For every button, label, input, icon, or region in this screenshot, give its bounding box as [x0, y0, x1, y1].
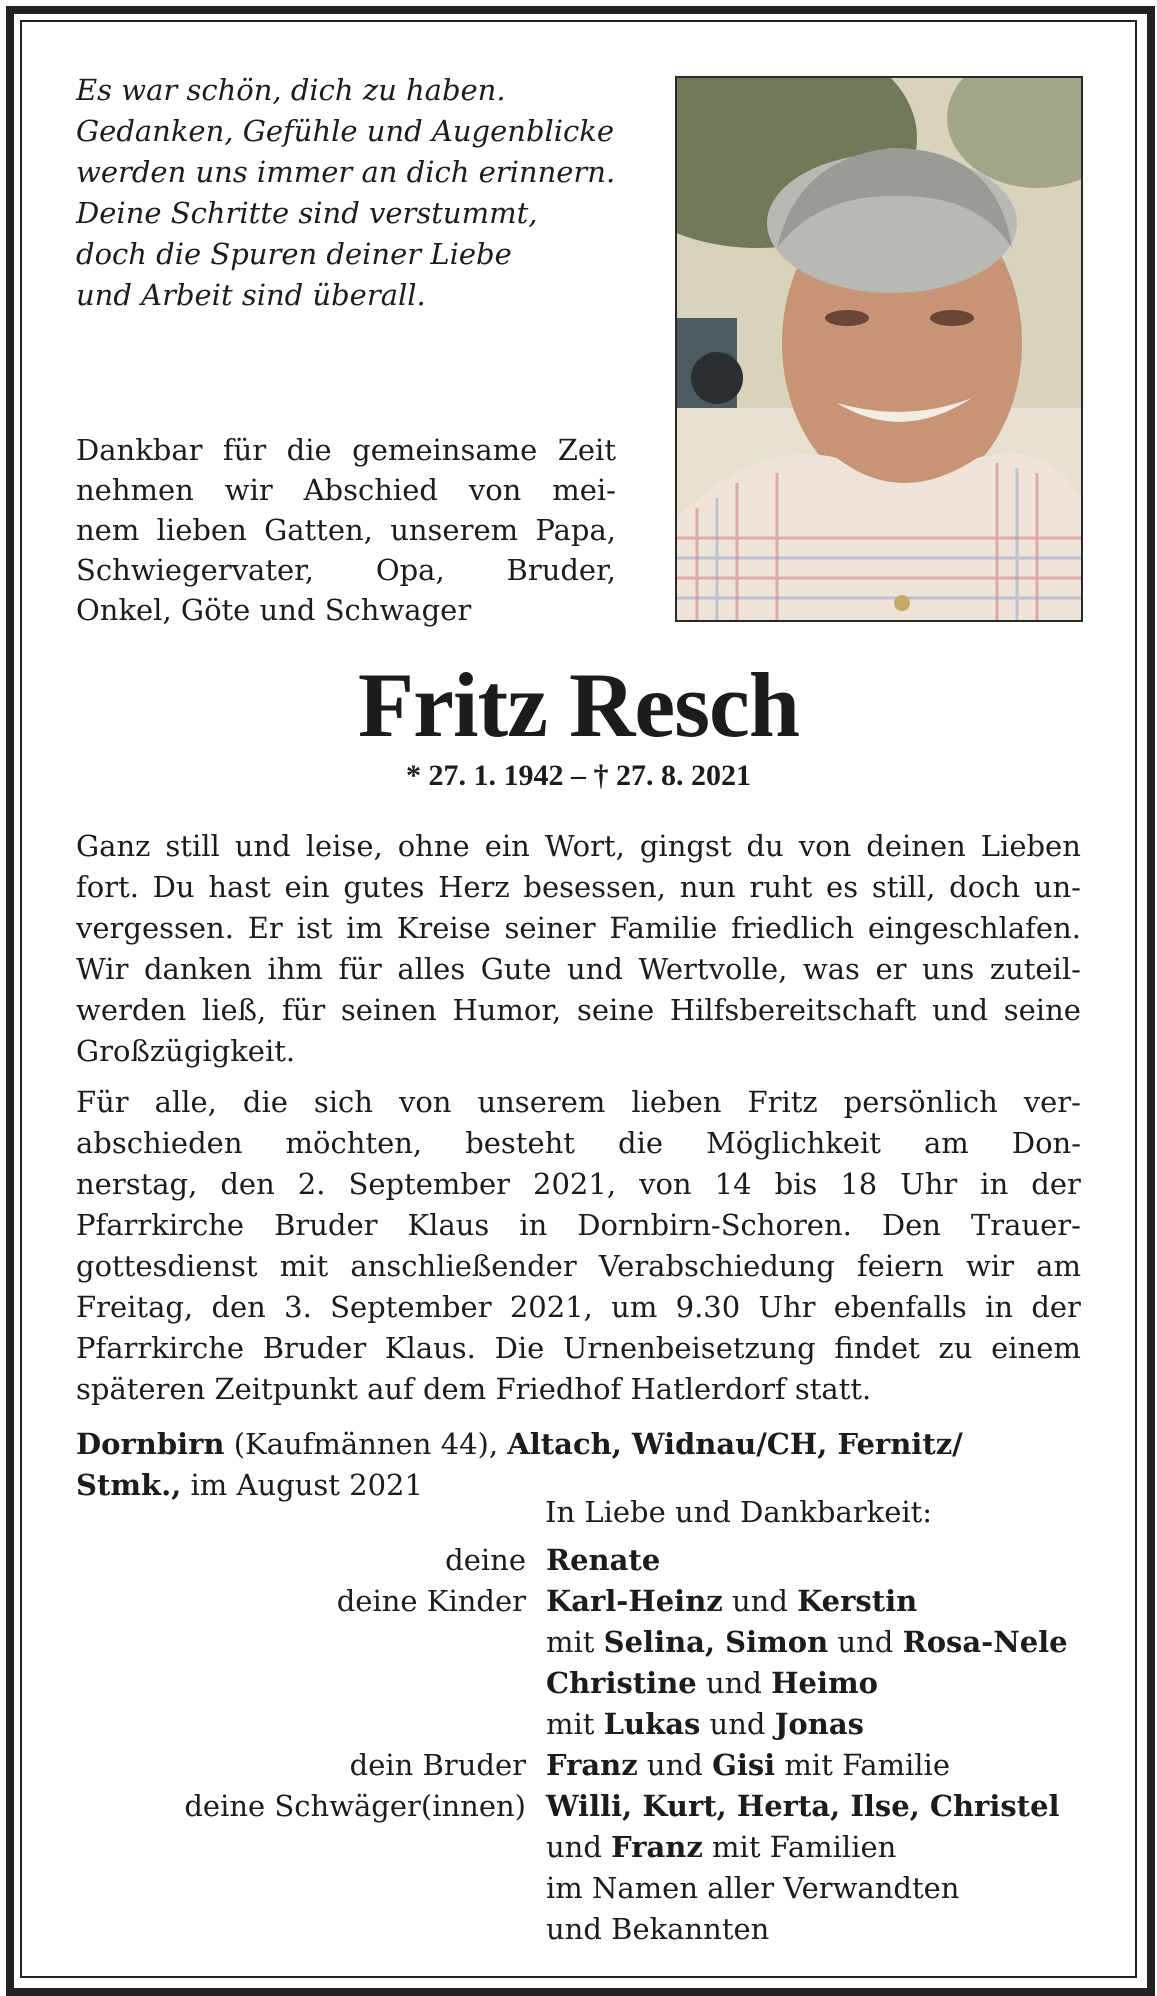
connector: und — [696, 1666, 772, 1700]
paragraph-line — [76, 826, 1081, 867]
word: hast — [208, 870, 271, 904]
word: Klaus — [407, 1208, 490, 1242]
connector: mit — [546, 1707, 604, 1741]
life-dates: * 27. 1. 1942 – † 27. 8. 2021 — [406, 759, 751, 792]
word: Trauer- — [970, 1208, 1081, 1242]
mourners-list — [76, 1540, 1086, 1950]
intro-line — [76, 430, 616, 470]
word: bis — [774, 1167, 818, 1201]
connector: im Namen aller Verwandten — [546, 1871, 960, 1905]
word: mit — [279, 1249, 329, 1283]
word: Schwiegervater, — [76, 553, 315, 587]
word: was — [802, 952, 860, 986]
word: September — [330, 1290, 492, 1324]
portrait-photo — [675, 76, 1083, 622]
mourner-row — [76, 1827, 1086, 1868]
closing-phrase: In Liebe und Dankbarkeit: — [545, 1495, 933, 1529]
paragraph-line — [76, 1164, 1081, 1205]
paragraph-line — [76, 1328, 1081, 1369]
word: wir — [224, 473, 273, 507]
mourner-name: Rosa-Nele — [902, 1625, 1068, 1659]
word: Hilfsbereitschaft — [669, 993, 917, 1027]
word: du — [746, 829, 784, 863]
word: für — [281, 993, 326, 1027]
word: Klaus. — [384, 1331, 476, 1365]
word: nem — [76, 513, 140, 547]
word: 3. — [284, 1290, 312, 1324]
paragraph-line — [76, 990, 1081, 1031]
connector: und — [700, 1707, 775, 1741]
word: gingst — [639, 829, 732, 863]
word: eingeschlafen. — [867, 911, 1081, 945]
word: gemeinsame — [352, 433, 538, 467]
word: ebenfalls — [833, 1290, 967, 1324]
word: für — [222, 433, 267, 467]
word: unserem — [477, 1085, 606, 1119]
paragraph-service-info — [76, 1082, 1081, 1410]
mourner-row — [76, 1704, 1086, 1745]
connector: und Bekannten — [546, 1912, 770, 1946]
word: anschließender — [350, 1249, 577, 1283]
poem — [76, 70, 636, 316]
word: Don- — [1011, 1126, 1081, 1160]
connector: und — [637, 1748, 713, 1782]
connector: und — [828, 1625, 903, 1659]
poem-line: Es war schön, dich zu haben. — [76, 73, 506, 107]
word: fort. — [76, 870, 139, 904]
word: uns — [922, 952, 975, 986]
word: den — [211, 1290, 266, 1324]
mourner-name: Jonas — [774, 1707, 864, 1741]
relation: dein Bruder — [349, 1748, 526, 1782]
word: Freitag, — [76, 1290, 194, 1324]
word: still — [165, 829, 220, 863]
word: Kreise — [396, 911, 491, 945]
word: Pfarrkirche — [76, 1331, 245, 1365]
word: am — [923, 1126, 969, 1160]
mourner-name: Selina, Simon — [603, 1625, 829, 1659]
word: der — [1031, 1290, 1081, 1324]
mourner-name: Kerstin — [797, 1584, 918, 1618]
word: findet — [834, 1331, 920, 1365]
word: abschieden — [76, 1126, 243, 1160]
word: Ganz — [76, 829, 151, 863]
word: alle, — [154, 1085, 217, 1119]
word: leise, — [305, 829, 383, 863]
word: es — [826, 870, 859, 904]
word: zu — [938, 1331, 973, 1365]
word: die — [618, 1126, 664, 1160]
mourner-row — [76, 1581, 1086, 1622]
deceased-name: Fritz Resch — [357, 654, 800, 756]
word: Gute — [480, 952, 552, 986]
relation: deine Schwäger(innen) — [184, 1789, 526, 1823]
mourner-row — [76, 1745, 1086, 1786]
poem-line: doch die Spuren deiner Liebe — [76, 237, 512, 271]
word: ist — [296, 911, 333, 945]
word: Urnenbeisetzung — [562, 1331, 816, 1365]
mourner-name: Heimo — [771, 1666, 879, 1700]
date: im August 2021 — [181, 1468, 423, 1502]
word: Uhr — [900, 1167, 958, 1201]
word: Wertvolle, — [638, 952, 788, 986]
word: alles — [397, 952, 466, 986]
paragraph-line — [76, 908, 1081, 949]
city: Dornbirn — [76, 1427, 225, 1461]
paragraph-line — [76, 949, 1081, 990]
word: Bruder — [262, 1331, 367, 1365]
word: den — [220, 1167, 275, 1201]
word: ver- — [1023, 1085, 1081, 1119]
connector: mit — [546, 1625, 604, 1659]
mourner-name: Renate — [546, 1543, 661, 1577]
poem-line: werden uns immer an dich erinnern. — [76, 155, 616, 189]
word: werden — [76, 993, 187, 1027]
mourner-name: Franz — [546, 1748, 638, 1782]
other-places: Altach, Widnau/CH, Fernitz/ — [507, 1427, 963, 1461]
word: nerstag, — [76, 1167, 198, 1201]
intro-line: Onkel, Göte und Schwager — [76, 593, 472, 627]
region: Stmk., — [76, 1468, 182, 1502]
word: Bruder, — [506, 553, 616, 587]
relation: deine Kinder — [336, 1584, 526, 1618]
word: zuteil- — [989, 952, 1081, 986]
word: un- — [1033, 870, 1081, 904]
word: friedlich — [731, 911, 855, 945]
word: der — [1031, 1167, 1081, 1201]
mourner-row — [76, 1622, 1086, 1663]
word: 18 — [840, 1167, 878, 1201]
word: Für — [76, 1085, 129, 1119]
word: Gatten, — [264, 513, 373, 547]
mourner-row — [76, 1663, 1086, 1704]
word: einem — [991, 1331, 1081, 1365]
mourner-name: Willi, Kurt, Herta, Ilse, Christel — [546, 1789, 1060, 1823]
word: deinen — [866, 829, 966, 863]
word: besessen, — [523, 870, 666, 904]
word: 2021, — [509, 1290, 593, 1324]
connector: mit Familien — [702, 1830, 897, 1864]
mourner-row — [76, 1868, 1086, 1909]
word: vergessen. — [76, 911, 234, 945]
connector: mit Familie — [775, 1748, 950, 1782]
word: seinen — [340, 993, 437, 1027]
mourner-name: Gisi — [712, 1748, 776, 1782]
word: Du — [152, 870, 195, 904]
word: die — [242, 1085, 288, 1119]
word: Die — [494, 1331, 545, 1365]
word: 14 — [714, 1167, 752, 1201]
intro-text — [76, 430, 616, 630]
intro-line — [76, 510, 616, 550]
word: die — [286, 433, 332, 467]
word: gottesdienst — [76, 1249, 258, 1283]
word: von — [398, 1085, 452, 1119]
word: ließ, — [201, 993, 267, 1027]
poem-line: Deine Schritte sind verstummt, — [76, 196, 538, 230]
word: Dornbirn-Schoren. — [577, 1208, 852, 1242]
word: Opa, — [375, 553, 445, 587]
word: in — [980, 1167, 1009, 1201]
word: mei- — [552, 473, 616, 507]
word: Papa, — [535, 513, 616, 547]
connector: und — [722, 1584, 798, 1618]
word: feiern — [856, 1249, 944, 1283]
intro-line — [76, 550, 616, 590]
paragraph-line — [76, 1246, 1081, 1287]
paragraph-line: späteren Zeitpunkt auf dem Friedhof Hatlerdorf statt. — [76, 1372, 872, 1406]
word: September — [348, 1167, 510, 1201]
word: von — [468, 473, 522, 507]
word: nehmen — [76, 473, 194, 507]
word: 2. — [297, 1167, 326, 1201]
word: seine — [1003, 993, 1081, 1027]
word: ihm — [267, 952, 323, 986]
word: Lieben — [980, 829, 1081, 863]
paragraph-farewell — [76, 826, 1081, 1072]
word: möchten, — [285, 1126, 423, 1160]
word: still, — [871, 870, 936, 904]
word: Wort, — [544, 829, 625, 863]
word: und — [932, 993, 989, 1027]
word: sich — [313, 1085, 373, 1119]
address: (Kaufmännen 44), — [224, 1427, 508, 1461]
word: Fritz — [747, 1085, 818, 1119]
word: Wir — [76, 952, 129, 986]
word: Verabschiedung — [598, 1249, 835, 1283]
word: 9.30 — [675, 1290, 741, 1324]
word: Herz — [438, 870, 510, 904]
paragraph-line — [76, 1205, 1081, 1246]
word: und — [234, 829, 291, 863]
word: Abschied — [303, 473, 438, 507]
connector: und — [546, 1830, 612, 1864]
paragraph-line — [76, 1287, 1081, 1328]
mourner-row — [76, 1786, 1086, 1827]
intro-line — [76, 470, 616, 510]
word: Zeit — [557, 433, 616, 467]
word: lieben — [631, 1085, 722, 1119]
word: 2021, — [533, 1167, 617, 1201]
word: Uhr — [758, 1290, 816, 1324]
word: ohne — [397, 829, 470, 863]
paragraph-line — [76, 1082, 1081, 1123]
word: unserem — [390, 513, 519, 547]
mourner-row — [76, 1909, 1086, 1950]
mourner-row — [76, 1540, 1086, 1581]
word: ein — [284, 870, 330, 904]
poem-line: Gedanken, Gefühle und Augenblicke — [76, 114, 615, 148]
mourner-name: Lukas — [603, 1707, 701, 1741]
mourner-name: Christine — [546, 1666, 697, 1700]
word: ruht — [749, 870, 813, 904]
word: von — [798, 829, 852, 863]
word: gutes — [343, 870, 425, 904]
word: für — [338, 952, 382, 986]
word: um — [611, 1290, 658, 1324]
word: im — [346, 911, 383, 945]
word: seine — [576, 993, 655, 1027]
word: von — [639, 1167, 692, 1201]
paragraph-line — [76, 1123, 1081, 1164]
word: Humor, — [452, 993, 562, 1027]
word: er — [875, 952, 907, 986]
word: nun — [679, 870, 736, 904]
word: in — [985, 1290, 1014, 1324]
word: doch — [949, 870, 1021, 904]
word: danken — [143, 952, 252, 986]
word: Dankbar — [76, 433, 203, 467]
word: persönlich — [843, 1085, 998, 1119]
word: und — [566, 952, 623, 986]
word: wir — [966, 1249, 1014, 1283]
word: Er — [247, 911, 283, 945]
mourner-name: Franz — [611, 1830, 703, 1864]
word: lieben — [156, 513, 247, 547]
word: besteht — [465, 1126, 575, 1160]
word: Pfarrkirche — [76, 1208, 245, 1242]
word: ein — [484, 829, 530, 863]
mourner-name: Karl-Heinz — [546, 1584, 723, 1618]
paragraph-line — [76, 867, 1081, 908]
word: Bruder — [274, 1208, 378, 1242]
word: Den — [881, 1208, 941, 1242]
word: in — [519, 1208, 548, 1242]
word: Familie — [609, 911, 718, 945]
relation: deine — [445, 1543, 526, 1577]
word: seiner — [504, 911, 596, 945]
portrait-image — [677, 78, 1081, 620]
paragraph-line: Großzügigkeit. — [76, 1034, 296, 1068]
word: Möglichkeit — [706, 1126, 881, 1160]
word: am — [1036, 1249, 1081, 1283]
poem-line: und Arbeit sind überall. — [76, 278, 426, 312]
